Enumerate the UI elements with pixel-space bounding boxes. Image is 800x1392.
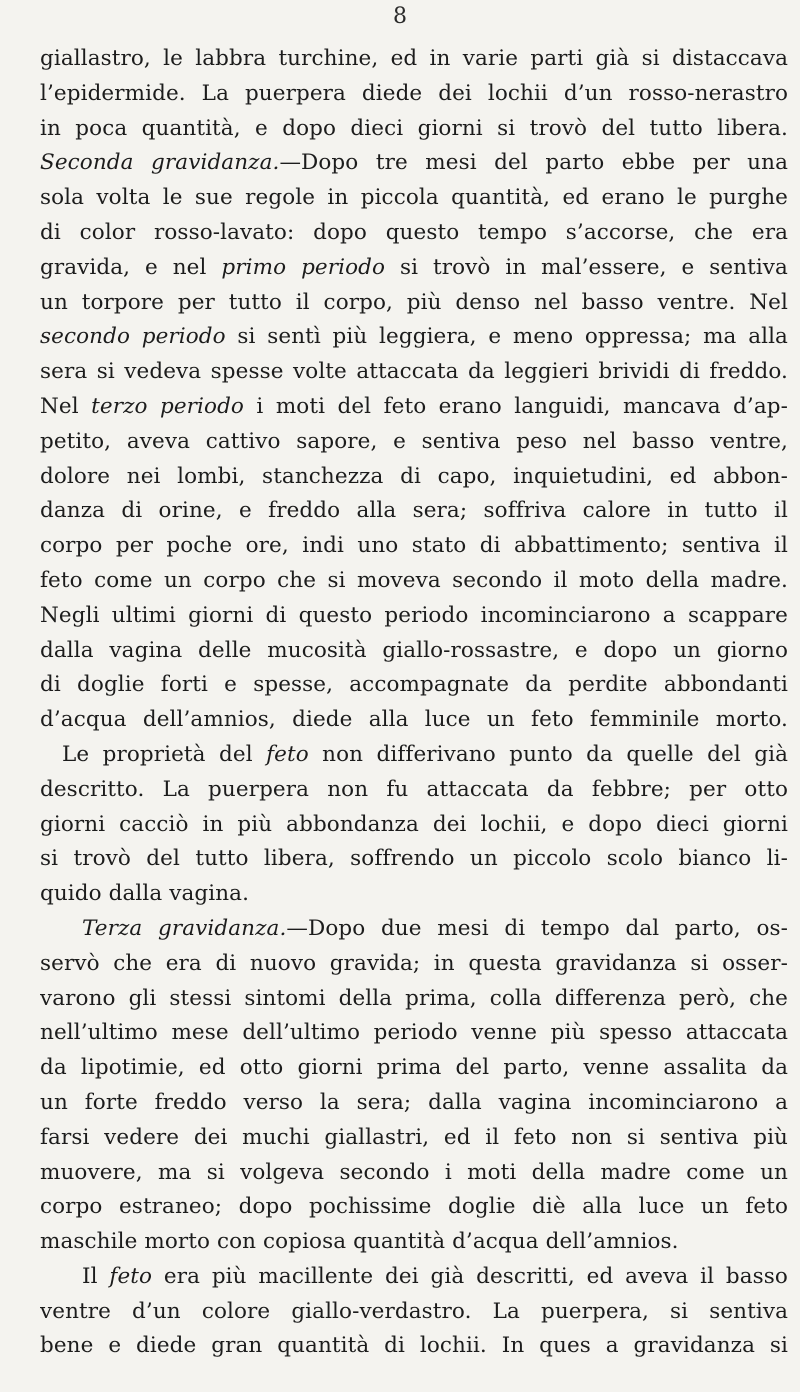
- text-span: varono gli stessi sintomi della prima, colla differenza però, che: [40, 985, 788, 1011]
- text-span: muovere, ma si volgeva secondo i moti della madre come un: [40, 1159, 788, 1185]
- text-span: sola volta le sue regole in piccola quantità, ed erano le purghe: [40, 185, 788, 211]
- italic-text: Terza gravidanza.: [82, 915, 287, 941]
- text-span: ventre d’un colore giallo-verdastro. La puerpera, si sentiva: [40, 1298, 788, 1324]
- text-line: [40, 842, 788, 877]
- text-span: da lipotimie, ed otto giorni prima del parto, venne assalita da: [40, 1055, 788, 1081]
- text-line: [40, 494, 788, 529]
- text-span: Le proprietà del: [62, 741, 267, 767]
- text-line: [40, 1295, 788, 1330]
- text-line: [40, 703, 788, 738]
- text-line: [40, 320, 788, 355]
- text-line: [40, 460, 788, 495]
- text-span: bene e diede gran quantità di lochii. In ques a gravidanza si: [40, 1333, 788, 1359]
- text-span: petito, aveva cattivo sapore, e sentiva peso nel basso ventre,: [40, 428, 788, 454]
- text-span: danza di orine, e freddo alla sera; soffriva calore in tutto il: [40, 498, 788, 524]
- text-span: i moti del feto erano languidi, mancava d’ap-: [243, 393, 788, 419]
- text-line: [40, 947, 788, 982]
- text-span: corpo per poche ore, indi uno stato di abbattimento; sentiva il: [40, 533, 788, 559]
- text-line: [40, 1329, 788, 1364]
- text-line: [40, 1051, 788, 1086]
- text-span: un torpore per tutto il corpo, più denso nel basso ventre. Nel: [40, 289, 788, 315]
- text-line: [40, 42, 788, 77]
- text-span: gravida, e nel: [40, 254, 222, 280]
- body-text: [40, 42, 788, 1364]
- italic-text: secondo periodo: [40, 324, 226, 350]
- text-line: [40, 1260, 788, 1295]
- text-span: un forte freddo verso la sera; dalla vagina incominciarono a: [40, 1089, 788, 1115]
- text-span: —Dopo due mesi di tempo dal parto, os-: [286, 915, 788, 941]
- italic-text: feto: [266, 741, 309, 767]
- text-span: nell’ultimo mese dell’ultimo periodo venne più spesso attaccata: [40, 1020, 788, 1046]
- text-span: sera si vedeva spesse volte attaccata da leggieri brividi di freddo.: [40, 359, 788, 385]
- text-line: [40, 112, 788, 147]
- text-line: [40, 425, 788, 460]
- text-span: servò che era di nuovo gravida; in questa gravidanza si osser-: [40, 950, 788, 976]
- text-line: [40, 1225, 788, 1260]
- text-span: d’acqua dell’amnios, diede alla luce un feto femminile morto.: [40, 707, 788, 733]
- text-span: maschile morto con copiosa quantità d’acqua dell’amnios.: [40, 1229, 679, 1255]
- text-span: dolore nei lombi, stanchezza di capo, inquietudini, ed abbon-: [40, 463, 788, 489]
- italic-text: primo periodo: [221, 254, 386, 280]
- page-number: 8: [393, 4, 407, 29]
- text-span: farsi vedere dei muchi giallastri, ed il feto non si sentiva più: [40, 1124, 788, 1150]
- text-span: giorni cacciò in più abbondanza dei lochii, e dopo dieci giorni: [40, 811, 788, 837]
- text-span: —Dopo tre mesi del parto ebbe per una: [279, 150, 788, 176]
- text-span: descritto. La puerpera non fu attaccata da febbre; per otto: [40, 776, 788, 802]
- text-line: [40, 146, 788, 181]
- text-span: quido dalla vagina.: [40, 881, 250, 907]
- text-line: [40, 877, 788, 912]
- text-line: [40, 738, 788, 773]
- text-line: [40, 1086, 788, 1121]
- text-span: feto come un corpo che si moveva secondo il moto della madre.: [40, 567, 788, 593]
- text-span: giallastro, le labbra turchine, ed in varie parti già si distaccava: [40, 46, 788, 71]
- text-line: [40, 599, 788, 634]
- italic-text: terzo periodo: [91, 393, 244, 419]
- text-line: [40, 355, 788, 390]
- text-line: [40, 1121, 788, 1156]
- text-line: [40, 529, 788, 564]
- italic-text: Seconda gravidanza.: [40, 150, 280, 176]
- text-span: Il: [82, 1263, 110, 1289]
- text-line: [40, 1156, 788, 1191]
- text-span: di color rosso-lavato: dopo questo tempo s’accorse, che era: [40, 219, 788, 245]
- text-line: [40, 773, 788, 808]
- italic-text: feto: [109, 1263, 153, 1289]
- text-span: Negli ultimi giorni di questo periodo incominciarono a scappare: [40, 602, 788, 628]
- text-span: non differivano punto da quelle del già: [308, 741, 788, 767]
- text-span: era più macillente dei già descritti, ed aveva il basso: [152, 1263, 788, 1289]
- text-line: [40, 564, 788, 599]
- text-line: [40, 251, 788, 286]
- text-span: si trovò in mal’essere, e sentiva: [385, 254, 788, 280]
- text-span: Nel: [40, 393, 92, 419]
- text-line: [40, 912, 788, 947]
- text-span: dalla vagina delle mucosità giallo-rossastre, e dopo un giorno: [40, 637, 788, 663]
- text-line: [40, 634, 788, 669]
- text-line: [40, 1190, 788, 1225]
- text-line: [40, 1016, 788, 1051]
- text-line: [40, 77, 788, 112]
- text-span: si trovò del tutto libera, soffrendo un piccolo scolo bianco li-: [40, 846, 788, 872]
- text-span: corpo estraneo; dopo pochissime doglie diè alla luce un feto: [40, 1194, 788, 1220]
- text-line: [40, 390, 788, 425]
- text-span: l’epidermide. La puerpera diede dei lochii d’un rosso-nerastro: [40, 80, 788, 106]
- text-span: in poca quantità, e dopo dieci giorni si trovò del tutto libera.: [40, 115, 788, 141]
- text-line: [40, 982, 788, 1017]
- text-line: [40, 668, 788, 703]
- text-span: di doglie forti e spesse, accompagnate da perdite abbondanti: [40, 672, 788, 698]
- text-line: [40, 216, 788, 251]
- text-span: si sentì più leggiera, e meno oppressa; ma alla: [225, 324, 788, 350]
- text-line: [40, 181, 788, 216]
- text-line: [40, 808, 788, 843]
- text-line: [40, 286, 788, 321]
